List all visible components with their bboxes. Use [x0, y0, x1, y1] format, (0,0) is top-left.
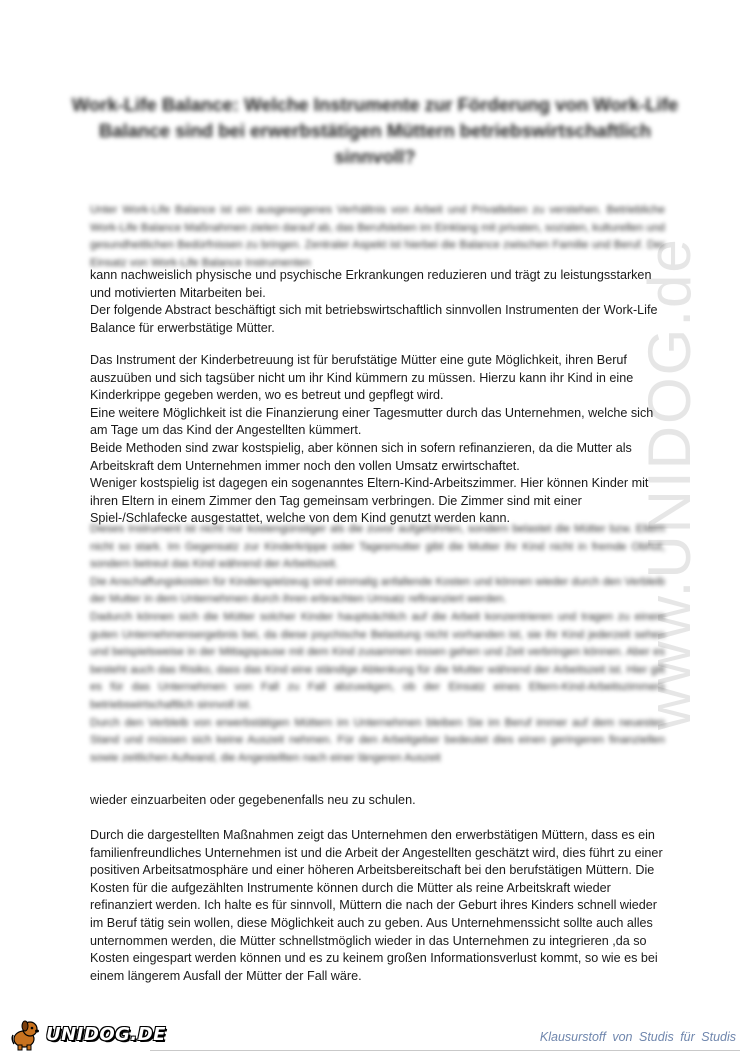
kinderbetreuung-paragraph-3: Beide Methoden sind zwar kostspielig, aber können sich in sofern refinanzieren, da die Mutter als Arbeitskraft dem Unternehmen immer noch den vollen Umsatz erwirtschaftet. [90, 440, 632, 473]
intro-text-1: kann nachweislich physische und psychische Erkrankungen reduzieren und trägt zu leistungsstarken und motivierten Mitarbeiten bei. [90, 268, 652, 300]
blurred-paragraph-4: Durch den Verbleib von erwerbstätigen Müttern im Unternehmen bleiben Sie im Beruf immer auf dem neuesten Stand und müssen sich keine Auszeit nehmen. Für den Arbeitgeber bedeutet dies einen geringeren finanziellen sowie zeitlichen Aufwand, die Angestellten nach einer längeren Auszeit [90, 716, 665, 764]
kinderbetreuung-paragraph-1: Das Instrument der Kinderbetreuung ist für berufstätige Mütter eine gute Möglichkeit, ihren Beruf auszuüben und sich tagsüber nicht um ihr Kind kümmern zu müssen. Hierzu kann ihr Kind in eine Kinderkrippe gegeben werden, wo es betreut und gepflegt wird. [90, 353, 634, 403]
document-page: www.UNIDOG.de Work-Life Balance: Welche Instrumente zur Förderung von Work-Life Balance sind bei erwerbstätigen Müttern betriebswirtschaftlich sinnvoll? Unter Work-Life Balance ist ein ausgewogenes Verhältnis von Arbeit und Privatleben zu verstehen. Betriebliche Work-Life Balance Maßnahmen zielen darauf ab, das Berufsleben im Einklang mit privaten, sozialen, kulturellen und gesundheitlichen Bedürfnissen zu bringen. Zentraler Aspekt ist hierbei die Balance zwischen Familie und Beruf. Der Einsatz von Work-Life Balance Instrumenten kann nachweislich physische und psychische Erkrankungen reduzieren und trägt zu leistungsstarken und motivierten Mitarbeiten bei. Der folgende Abstract beschäftigt sich mit betriebswirtschaftlich sinnvollen Instrumenten der Work-Life Balance für erwerbstätige Mütter. Das Instrument der Kinderbetreuung ist für berufstätige Mütter eine gute Möglichkeit, ihren Beruf auszuüben und sich tagsüber nicht um ihr Kind kümmern zu müssen. Hierzu kann ihr Kind in eine Kinderkrippe gegeben werden, wo es betreut und gepflegt wird. Eine weitere Möglichkeit ist die Finanzierung einer Tagesmutter durch das Unternehmen, welche sich am Tage um das Kind der Angestellten kümmert. Beide Methoden sind zwar kostspielig, aber können sich in sofern refinanzieren, da die Mutter als Arbeitskraft dem Unternehmen immer noch den vollen Umsatz erwirtschaftet. Weniger kostspielig ist dagegen ein sogenanntes Eltern-Kind-Arbeitszimmer. Hier können Kinder mit ihren Eltern in einem Zimmer den Tag gemeinsam verbringen. Die Zimmer sind mit einer Spiel-/Schlafecke ausgestattet, welche von dem Kind genutzt werden kann. Dieses Instrument ist nicht nur kostengünstiger als die zuvor aufgeführten, sondern belastet die Mütter bzw. Eltern nicht so stark. Im Gegensatz zur Kinderkrippe oder Tagesmutter gibt die Mutter ihr Kind nicht in fremde Obhut, sondern betreut das Kind während der Arbeitszeit. Die Anschaffungskosten für Kinderspielzeug sind einmalig anfallende Kosten und können wieder durch den Verbleib der Mutter in dem Unternehmen durch ihren erbrachten Umsatz refinanziert werden. Dadurch können sich die Mütter solcher Kinder hauptsächlich auf die Arbeit konzentrieren und tragen zu einem guten Unternehmensergebnis bei, da diese psychische Belastung nicht vorhanden ist, sie ihr Kind jederzeit sehen und beispielsweise in der Mittagspause mit dem Kind zusammen essen gehen und Zeit verbringen können. Aber es besteht auch das Risiko, dass das Kind eine ständige Ablenkung für die Mutter während der Arbeitszeit ist. Hier gilt es für das Unternehmen von Fall zu Fall abzuwägen, ob der Einsatz eines Eltern-Kind-Arbeitszimmers betriebswirtschaftlich sinnvoll ist. Durch den Verbleib von erwerbstätigen Müttern im Unternehmen bleiben Sie im Beruf immer auf dem neuesten Stand und müssen sich keine Auszeit nehmen. Für den Arbeitgeber bedeutet dies einen geringeren finanziellen sowie zeitlichen Aufwand, die Angestellten nach einer längeren Auszeit wieder einzuarbeiten oder gegebenenfalls neu zu schulen. Durch die dargestellten Maßnahmen zeigt das Unternehmen den erwerbstätigen Müttern, dass es ein familienfreundliches Unternehmen ist und die Arbeit der Angestellten geschätzt wird, dies führt zu einer positiven Arbeitsatmosphäre und einer höheren Arbeitsbereitschaft bei den berufstätigen Müttern. Die Kosten für die aufgezählten Instrumente können durch die Mütter als reine Arbeitskraft wieder refinanziert werden. Ich halte es für sinnvoll, Müttern die nach der Geburt ihres Kinders schnell wieder im Beruf tätig sein wollen, diese Möglichkeit auch zu geben. Aus Unternehmenssicht sollte auch alles unternommen werden, die Mütter schnellstmöglich wieder in das Unternehmen zu integrieren ,da so Kosten eingespart werden können und es zu keinem großen Informationsverlust kommt, so wie es bei einem längerem Ausfall der Mütter der Fall wäre. UNIDOG.DE Klausurstoff von Studis für Studis [0, 0, 750, 1060]
dog-icon [10, 1017, 44, 1051]
blurred-paragraph-2: Die Anschaffungskosten für Kinderspielzeug sind einmalig anfallende Kosten und können wieder durch den Verbleib der Mutter in dem Unternehmen durch ihren erbrachten Umsatz refinanziert werden. [90, 575, 665, 606]
blurred-paragraph-3: Dadurch können sich die Mütter solcher Kinder hauptsächlich auf die Arbeit konzentrieren und tragen zu einem guten Unternehmensergebnis bei, da diese psychische Belastung nicht vorhanden ist, sie ihr Kind jederzeit sehen und beispielsweise in der Mittagspause mit dem Kind zusammen essen gehen und Zeit verbringen können. Aber es besteht auch das Risiko, dass das Kind eine ständige Ablenkung für die Mutter während der Arbeitszeit ist. Hier gilt es für das Unternehmen von Fall zu Fall abzuwägen, ob der Einsatz eines Eltern-Kind-Arbeitszimmers betriebswirtschaftlich sinnvoll ist. [90, 610, 665, 711]
document-title: Work-Life Balance: Welche Instrumente zur Förderung von Work-Life Balance sind bei erwerbstätigen Müttern betriebswirtschaftlich sinnvoll? [71, 94, 679, 167]
kinderbetreuung-paragraph-2: Eine weitere Möglichkeit ist die Finanzierung einer Tagesmutter durch das Unternehmen, welche sich am Tage um das Kind der Angestellten kümmert. [90, 405, 654, 438]
footer-divider [150, 1050, 740, 1051]
intro-text-2: Der folgende Abstract beschäftigt sich mit betriebswirtschaftlich sinnvollen Instrumenten der Work-Life Balance für erwerbstätige Mütter. [90, 303, 658, 335]
blurred-paragraph-1: Dieses Instrument ist nicht nur kostengünstiger als die zuvor aufgeführten, sondern belastet die Mütter bzw. Eltern nicht so stark. Im Gegensatz zur Kinderkrippe oder Tagesmutter gibt die Mutter ihr Kind nicht in fremde Obhut, sondern betreut das Kind während der Arbeitszeit. [90, 523, 665, 571]
footer-slogan: Klausurstoff von Studis für Studis [539, 1030, 736, 1044]
logo-text: UNIDOG.DE [46, 1023, 166, 1045]
kinderbetreuung-section [90, 352, 665, 528]
conclusion-paragraph: Durch die dargestellten Maßnahmen zeigt das Unternehmen den erwerbstätigen Müttern, dass es ein familienfreundliches Unternehmen ist und die Arbeit der Angestellten geschätzt wird, dies führt zu einer positiven Arbeitsatmosphäre und einer höheren Arbeitsbereitschaft bei den berufstätigen Müttern. Die Kosten für die aufgezählten Instrumente können durch die Mütter als reine Arbeitskraft wieder refinanziert werden. Ich halte es für sinnvoll, Müttern die nach der Geburt ihres Kinders schnell wieder im Beruf tätig sein wollen, diese Möglichkeit auch zu geben. Aus Unternehmenssicht sollte auch alles unternommen werden, die Mütter schnellstmöglich wieder in das Unternehmen zu integrieren ,da so Kosten eingespart werden können und es zu keinem großen Informationsverlust kommt, so wie es bei einem längerem Ausfall der Mütter der Fall wäre. [90, 828, 663, 983]
section-tail-text: wieder einzuarbeiten oder gegebenenfalls neu zu schulen. [90, 793, 416, 807]
intro-blurred-paragraph: Unter Work-Life Balance ist ein ausgewogenes Verhältnis von Arbeit und Privatleben zu verstehen. Betriebliche Work-Life Balance Maßnahmen zielen darauf ab, das Berufsleben im Einklang mit privaten, sozialen, kulturellen und gesundheitlichen Bedürfnissen zu bringen. Zentraler Aspekt ist hierbei die Balance zwischen Familie und Beruf. Der Einsatz von Work-Life Balance Instrumenten [90, 204, 666, 269]
unidog-logo [10, 1014, 166, 1054]
intro-section [90, 267, 665, 337]
blurred-section [90, 521, 665, 767]
kinderbetreuung-paragraph-4: Weniger kostspielig ist dagegen ein sogenanntes Eltern-Kind-Arbeitszimmer. Hier können Kinder mit ihren Eltern in einem Zimmer den Tag gemeinsam verbringen. Die Zimmer sind mit einer Spiel-/Schlafecke ausgestattet, welche von dem Kind genutzt werden kann. [90, 476, 649, 526]
